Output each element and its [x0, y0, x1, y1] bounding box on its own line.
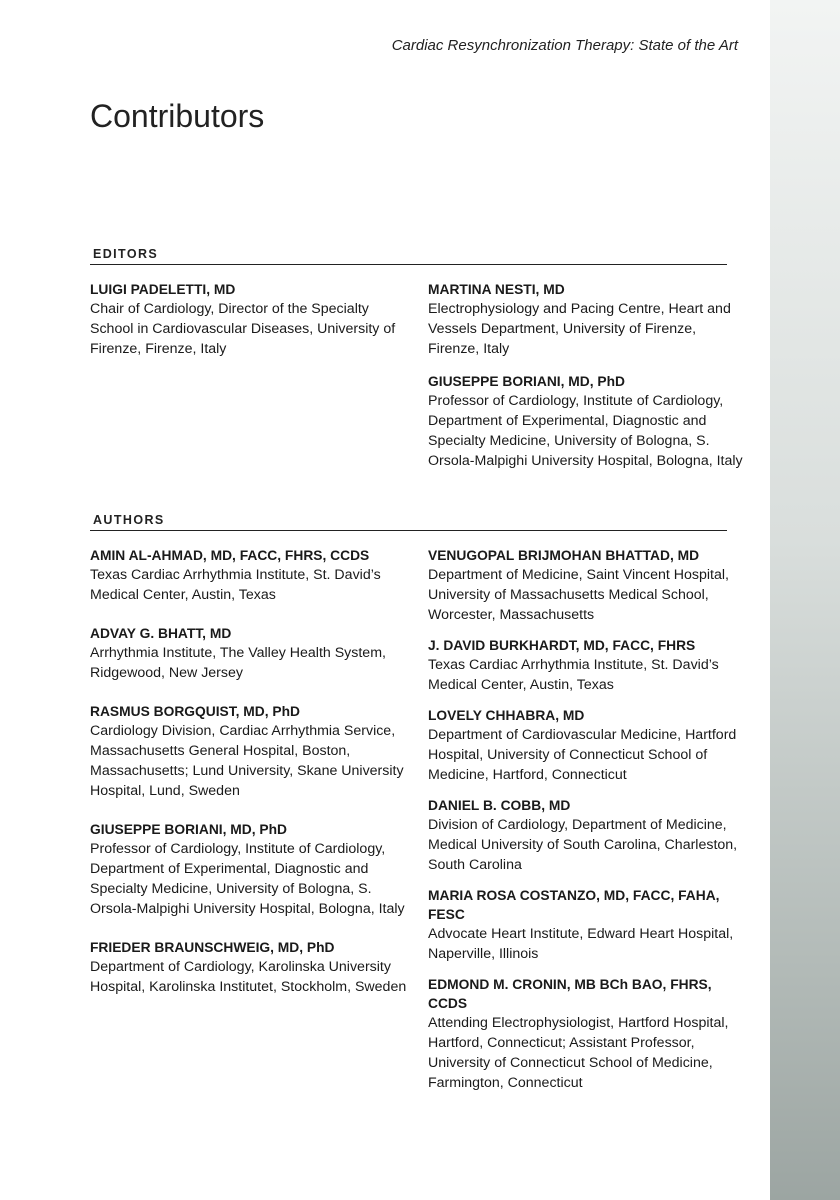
contributor-entry	[428, 706, 746, 785]
contributor-name: DANIEL B. COBB, MD	[428, 798, 571, 813]
contributor-entry	[428, 796, 746, 875]
contributor-affiliation: Texas Cardiac Arrhythmia Institute, St. David’s Medical Center, Austin, Texas	[90, 567, 381, 603]
contributor-affiliation: Professor of Cardiology, Institute of Cardiology, Department of Experimental, Diagnostic and Specialty Medicine, University of Bologna, S. Orsola-Malpighi University Hospital, Bologna, Italy	[90, 841, 405, 917]
contributor-affiliation: Texas Cardiac Arrhythmia Institute, St. David’s Medical Center, Austin, Texas	[428, 657, 719, 693]
page-title: Contributors	[90, 98, 265, 134]
contributor-name: RASMUS BORGQUIST, MD, PhD	[90, 704, 301, 719]
contributor-entry	[90, 938, 408, 997]
editors-section-heading	[90, 247, 727, 265]
contributor-entry	[428, 280, 746, 359]
contributor-name: LOVELY CHHABRA, MD	[428, 708, 585, 723]
contributor-entry	[90, 280, 408, 359]
contributor-affiliation: Department of Cardiovascular Medicine, Hartford Hospital, University of Connecticut School of Medicine, Hartford, Connecticut	[428, 727, 737, 783]
contributor-entry	[428, 886, 746, 964]
contributor-affiliation: Division of Cardiology, Department of Medicine, Medical University of South Carolina, Charleston, South Carolina	[428, 817, 738, 873]
authors-left-column	[90, 546, 408, 997]
editors-left-column	[90, 280, 408, 359]
contributor-name: VENUGOPAL BRIJMOHAN BHATTAD, MD	[428, 548, 700, 563]
contributor-affiliation: Chair of Cardiology, Director of the Specialty School in Cardiovascular Diseases, University of Firenze, Firenze, Italy	[90, 301, 396, 357]
contributor-entry	[428, 372, 746, 471]
contributor-entry	[90, 546, 408, 605]
contributor-name: AMIN AL-AHMAD, MD, FACC, FHRS, CCDS	[90, 548, 370, 563]
contributor-name: GIUSEPPE BORIANI, MD, PhD	[90, 822, 288, 837]
editors-heading-label: EDITORS	[93, 247, 159, 261]
contributor-name: MARTINA NESTI, MD	[428, 282, 565, 297]
contributor-name: ADVAY G. BHATT, MD	[90, 626, 232, 641]
contributor-affiliation: Professor of Cardiology, Institute of Cardiology, Department of Experimental, Diagnostic and Specialty Medicine, University of Bologna, S. Orsola-Malpighi University Hospital, Bologna, Italy	[428, 393, 743, 469]
side-color-band	[770, 0, 840, 1200]
contributor-name: FRIEDER BRAUNSCHWEIG, MD, PhD	[90, 940, 335, 955]
contributor-name: GIUSEPPE BORIANI, MD, PhD	[428, 374, 626, 389]
contributor-name: MARIA ROSA COSTANZO, MD, FACC, FAHA, FESC	[428, 888, 720, 922]
running-head: Cardiac Resynchronization Therapy: State of the Art	[391, 37, 738, 54]
contributor-entry	[90, 702, 408, 801]
authors-heading-label: AUTHORS	[93, 513, 165, 527]
contributor-entry	[90, 624, 408, 683]
contributor-name: J. DAVID BURKHARDT, MD, FACC, FHRS	[428, 638, 696, 653]
authors-section-heading	[90, 513, 727, 531]
contributor-name: LUIGI PADELETTI, MD	[90, 282, 236, 297]
contributor-affiliation: Attending Electrophysiologist, Hartford Hospital, Hartford, Connecticut; Assistant Professor, University of Connecticut School of Medicine, Farmington, Connecticut	[428, 1015, 729, 1091]
contributor-affiliation: Electrophysiology and Pacing Centre, Heart and Vessels Department, University of Firenze, Firenze, Italy	[428, 301, 731, 357]
editors-right-column	[428, 280, 746, 471]
authors-right-column	[428, 546, 746, 1093]
contributor-affiliation: Department of Cardiology, Karolinska University Hospital, Karolinska Institutet, Stockholm, Sweden	[90, 959, 407, 995]
contributor-affiliation: Arrhythmia Institute, The Valley Health System, Ridgewood, New Jersey	[90, 645, 386, 681]
contributor-affiliation: Cardiology Division, Cardiac Arrhythmia Service, Massachusetts General Hospital, Boston, Massachusetts; Lund University, Skane University Hospital, Lund, Sweden	[90, 723, 404, 799]
contributor-entry	[90, 820, 408, 919]
contributor-name: EDMOND M. CRONIN, MB BCh BAO, FHRS, CCDS	[428, 977, 712, 1011]
contributor-entry	[428, 975, 746, 1093]
contributor-entry	[428, 546, 746, 625]
contributor-affiliation: Advocate Heart Institute, Edward Heart Hospital, Naperville, Illinois	[428, 926, 734, 962]
contributor-entry	[428, 636, 746, 695]
contributor-affiliation: Department of Medicine, Saint Vincent Hospital, University of Massachusetts Medical School, Worcester, Massachusetts	[428, 567, 729, 623]
